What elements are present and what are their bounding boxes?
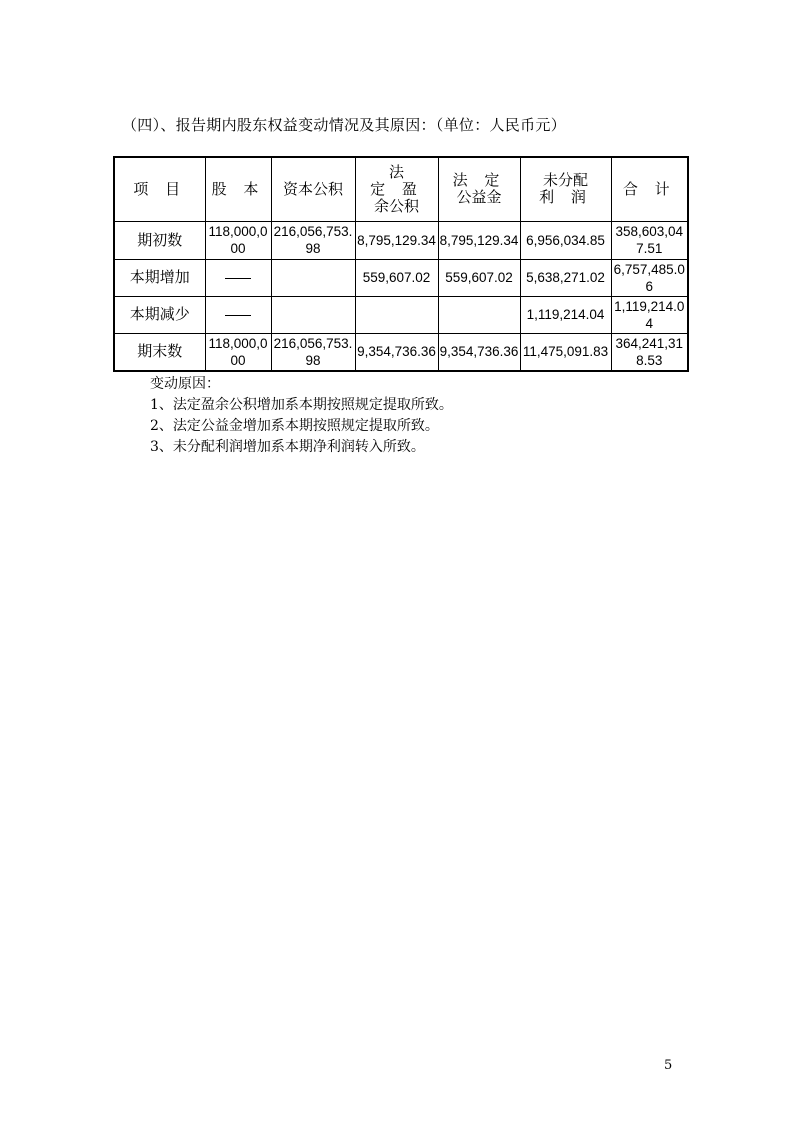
table-row: [114, 221, 688, 259]
cell-statutory-surplus: 559,607.02: [355, 259, 438, 296]
header-item: 项 目: [114, 157, 205, 221]
equity-changes-table: [113, 156, 689, 372]
cell-capital-reserve: 216,056,753.98: [271, 333, 355, 371]
cell-undistributed-profit: 6,956,034.85: [520, 221, 611, 259]
cell-statutory-welfare: 9,354,736.36: [438, 333, 520, 371]
dash-mark: [225, 315, 251, 316]
header-statutory-surplus: 法 定 盈 余公积: [355, 157, 438, 221]
cell-statutory-surplus: 8,795,129.34: [355, 221, 438, 259]
cell-capital-reserve: [271, 296, 355, 333]
change-reasons: [150, 374, 453, 458]
reason-item: 2、法定公益金增加系本期按照规定提取所致。: [150, 418, 439, 434]
cell-share-capital: [205, 296, 271, 333]
row-label: 本期减少: [114, 296, 205, 333]
reason-item: 1、法定盈余公积增加系本期按照规定提取所致。: [150, 397, 453, 413]
table-row: [114, 296, 688, 333]
reason-item: 3、未分配利润增加系本期净利润转入所致。: [150, 439, 425, 455]
cell-capital-reserve: 216,056,753.98: [271, 221, 355, 259]
header-undistributed-profit: 未分配 利 润: [520, 157, 611, 221]
cell-total: 364,241,318.53: [611, 333, 688, 371]
table-row: [114, 333, 688, 371]
section-heading: （四）、报告期内股东权益变动情况及其原因：（单位：人民币元）: [122, 116, 567, 134]
table-row: [114, 259, 688, 296]
row-label: 本期增加: [114, 259, 205, 296]
cell-total: 1,119,214.04: [611, 296, 688, 333]
header-statutory-welfare: 法 定 公益金: [438, 157, 520, 221]
cell-undistributed-profit: 5,638,271.02: [520, 259, 611, 296]
header-capital-reserve: 资本公积: [271, 157, 355, 221]
header-share-capital: 股 本: [205, 157, 271, 221]
cell-share-capital: [205, 259, 271, 296]
cell-undistributed-profit: 1,119,214.04: [520, 296, 611, 333]
cell-statutory-welfare: [438, 296, 520, 333]
cell-statutory-surplus: [355, 296, 438, 333]
table-header-row: [114, 157, 688, 221]
cell-statutory-surplus: 9,354,736.36: [355, 333, 438, 371]
cell-share-capital: 118,000,000: [205, 333, 271, 371]
reasons-title: 变动原因：: [150, 376, 220, 392]
header-total: 合 计: [611, 157, 688, 221]
cell-total: 6,757,485.06: [611, 259, 688, 296]
cell-undistributed-profit: 11,475,091.83: [520, 333, 611, 371]
row-label: 期末数: [114, 333, 205, 371]
cell-share-capital: 118,000,000: [205, 221, 271, 259]
row-label: 期初数: [114, 221, 205, 259]
cell-capital-reserve: [271, 259, 355, 296]
cell-statutory-welfare: 8,795,129.34: [438, 221, 520, 259]
dash-mark: [225, 278, 251, 279]
cell-statutory-welfare: 559,607.02: [438, 259, 520, 296]
cell-total: 358,603,047.51: [611, 221, 688, 259]
page-number: 5: [664, 1058, 673, 1073]
